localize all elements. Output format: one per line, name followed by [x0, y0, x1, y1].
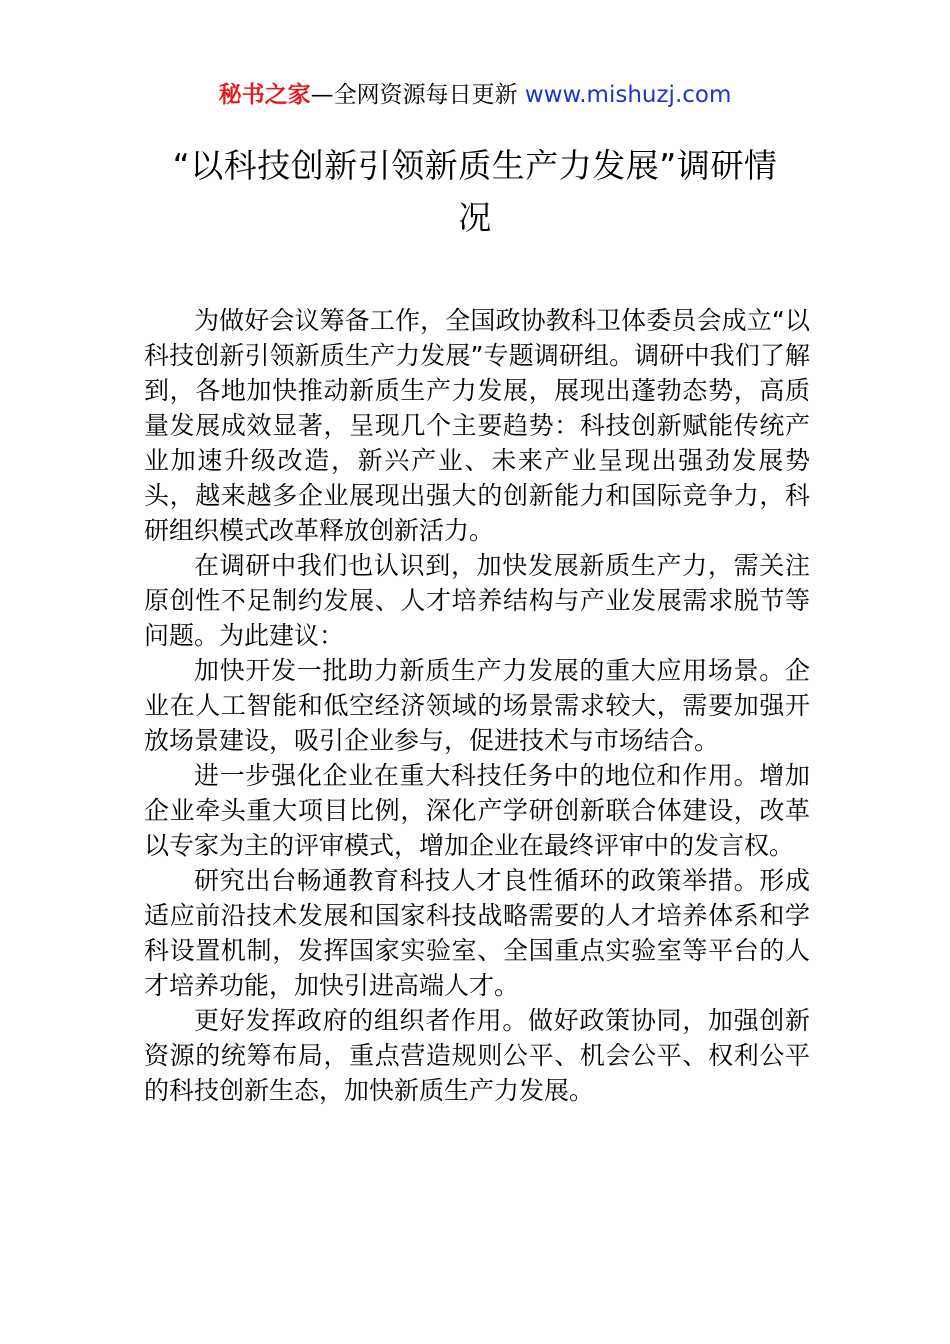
title-line-1: “以科技创新引领新质生产力发展”调研情	[172, 146, 778, 185]
title-line-2: 况	[458, 198, 492, 237]
paragraph: 加快开发一批助力新质生产力发展的重大应用场景。企业在人工智能和低空经济领域的场景需求较大，需要加强开放场景建设，吸引企业参与，促进技术与市场结合。	[144, 656, 810, 755]
paragraph: 在调研中我们也认识到，加快发展新质生产力，需关注原创性不足制约发展、人才培养结构与产业发展需求脱节等问题。为此建议：	[144, 551, 810, 650]
document-body	[144, 303, 810, 1108]
document-title	[140, 140, 810, 244]
paragraph: 为做好会议筹备工作，全国政协教科卫体委员会成立“以科技创新引领新质生产力发展”专题调研组。调研中我们了解到，各地加快推动新质生产力发展，展现出蓬勃态势，高质量发展成效显著，呈现几个主要趋势：科技创新赋能传统产业加速升级改造，新兴产业、未来产业呈现出强劲发展势头，越来越多企业展现出强大的创新能力和国际竞争力，科研组织模式改革释放创新活力。	[144, 306, 810, 545]
site-url-link[interactable]: www.mishuzj.com	[524, 82, 732, 108]
paragraph: 进一步强化企业在重大科技任务中的地位和作用。增加企业牵头重大项目比例，深化产学研创新联合体建设，改革以专家为主的评审模式，增加企业在最终评审中的发言权。	[144, 761, 810, 860]
site-tagline: —全网资源每日更新	[310, 82, 518, 108]
site-header	[0, 78, 950, 112]
paragraph: 更好发挥政府的组织者作用。做好政策协同，加强创新资源的统筹布局，重点营造规则公平、机会公平、权利公平的科技创新生态，加快新质生产力发展。	[144, 1006, 810, 1105]
site-brand: 秘书之家	[218, 82, 311, 108]
paragraph: 研究出台畅通教育科技人才良性循环的政策举措。形成适应前沿技术发展和国家科技战略需要的人才培养体系和学科设置机制，发挥国家实验室、全国重点实验室等平台的人才培养功能，加快引进高端人才。	[144, 866, 810, 1000]
